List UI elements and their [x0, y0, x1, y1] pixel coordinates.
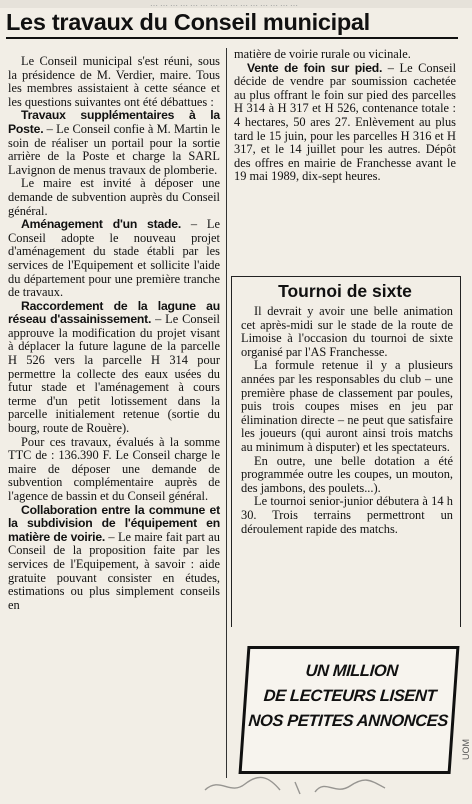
classified-ad-box: [239, 646, 460, 774]
signature-scribble: [200, 772, 390, 798]
section-heading: Raccordement de la lagune au réseau d'assainissement.: [8, 298, 220, 327]
section-body: – Le Conseil adopte le nouveau projet d'aménagement du stade établi par les services de l'Equipement et sollicite l'aide du département pour une première tranche de travaux.: [8, 217, 220, 300]
section-heading: Collaboration entre la commune et la subdivision de l'équipement en matière de voirie.: [8, 502, 220, 544]
section-heading: Travaux supplémentaires à la Poste.: [8, 108, 220, 136]
section-heading: Vente de foin sur pied.: [247, 60, 383, 75]
section-stade: [8, 218, 220, 300]
tournoi-title: Tournoi de sixte: [278, 281, 412, 301]
handwritten-signature: [200, 772, 390, 798]
section-body: – Le maire fait part au Conseil de la proposition faite par les services de l'Equipement, à savoir : aide gratuite pouvant consister en études, estimations ou plus simplement conseils en: [8, 529, 220, 612]
tournoi-paragraph: Il devrait y avoir une belle animation cet après-midi sur le stade de la route de Limoise à l'occasion du tournoi de sixte organisé par l'AS Franchesse.: [241, 304, 453, 359]
article-title: Les travaux du Conseil municipal: [6, 9, 370, 35]
section-body: – Le Conseil confie à M. Martin le soin de réaliser un portail pour la sortie arrière de la Poste et charge la SARL Lavignon de menus travaux de plomberie.: [8, 121, 220, 177]
tournoi-paragraph: En outre, une belle dotation a été programmée outre les coupes, un mouton, des jambons, des poulets...).: [241, 453, 453, 495]
title-rule: [6, 37, 458, 39]
margin-edge-text: UOM: [461, 739, 471, 760]
section-voirie: [8, 504, 220, 613]
section-body: – Le Conseil décide de vendre par soumission cachetée au plus offrant le foin sur pied des parcelles H 314 à H 317 et H 526, contenance totale : 4 hectares, 50 ares 27. Enlèvement au plus tard le 15 juin, pour les parcelles H 316 et H 317, et le 14 juillet pour les autres. Dépôt des offres en mairie de Franchesse avant le 19 mai 1989, dix-sept heures.: [234, 60, 457, 184]
voirie-continuation: matière de voirie rurale ou vicinale.: [234, 47, 411, 61]
previous-article-strip: … … … … … … … … … … … … … … …: [0, 0, 472, 8]
section-heading: Aménagement d'un stade.: [21, 217, 182, 232]
column-divider: [226, 48, 227, 778]
tournoi-column: [241, 305, 453, 536]
section-poste: [8, 109, 220, 177]
right-column: [234, 48, 456, 184]
section-lagune: [8, 300, 220, 436]
section-foin: [234, 62, 456, 184]
tournoi-paragraph: La formule retenue il y a plusieurs années par les responsables du club – une première phase de classement par poules, puis trois coupes mises en jeu par élimination directe – ne peut que satisfaire les joueurs (qui auront ainsi trois matchs au minimum à disputer) et les spectateurs.: [241, 358, 453, 454]
intro-paragraph: Le Conseil municipal s'est réuni, sous la présidence de M. Verdier, maire. Tous les membres assistaient à cette séance et les questions suivantes ont été débattues :: [8, 54, 220, 109]
section-body: – Le Conseil approuve la modification du projet visant à déplacer la future lagune de la parcelle H 526 vers la parcelle H 314 pour permettre la collecte des eaux usées du futur stade et l'aménagement à cours terme d'un petit lotissement dans la parcelle initialement retenue (sortie du bourg, route de Rouère).: [8, 312, 221, 436]
lagune-cost-paragraph: Pour ces travaux, évalués à la somme TTC de : 136.390 F. Le Conseil charge le maire de déposer une demande de subvention complémentaire auprès de l'agence de bassin et du Conseil général.: [8, 434, 220, 503]
poste-subvention-paragraph: Le maire est invité à déposer une demande de subvention auprès du Conseil général.: [8, 176, 220, 218]
tournoi-paragraph: Le tournoi senior-junior débutera à 14 h 30. Trois terrains permettront un déroulement rapide des matchs.: [241, 494, 453, 536]
ad-line: DE LECTEURS LISENT: [263, 687, 437, 705]
ad-line: NOS PETITES ANNONCES: [247, 712, 449, 730]
ad-line: UN MILLION: [304, 662, 399, 680]
left-column: [8, 55, 220, 612]
